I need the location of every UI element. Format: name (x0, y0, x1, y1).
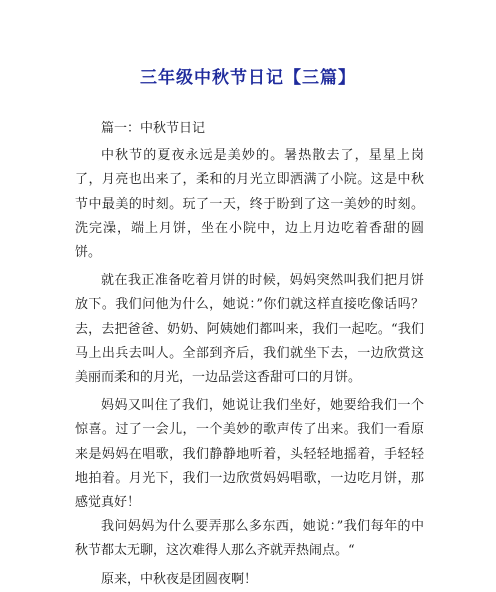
paragraph-4: 我问妈妈为什么要弄那么多东西，她说：”我们每年的中秋节都太无聊，这次难得人那么齐就弄热闹点。“ (75, 519, 424, 559)
paragraph-5: 原来，中秋夜是团圆夜啊！ (101, 571, 258, 587)
document-body (75, 117, 424, 592)
section-heading: 篇一：中秋节日记 (101, 121, 206, 136)
paragraph-2: 就在我正准备吃着月饼的时候，妈妈突然叫我们把月饼放下。我们问他为什么，她说：”你们就这样直接吃像话吗？去，去把爸爸、奶奶、阿姨她们都叫来，我们一起吃。“我们马上出兵去叫人。全部到齐后，我们就坐下去，一边欣赏这美丽而柔和的月光，一边品尝这香甜可口的月饼。 (75, 273, 424, 386)
document-title: 三年级中秋节日记【三篇】 (140, 68, 356, 88)
paragraph-3: 妈妈又叫住了我们，她说让我们坐好，她要给我们一个惊喜。过了一会儿，一个美妙的歌声传了出来。我们一看原来是妈妈在唱歌，我们静静地听着，头轻轻地摇着，手轻轻地拍着。月光下，我们一边欣赏妈妈唱歌，一边吃月饼，那感觉真好！ (75, 398, 424, 511)
paragraph-1: 中秋节的夏夜永远是美妙的。暑热散去了，星星上岗了，月亮也出来了，柔和的月光立即洒满了小院。这是中秋节中最美的时刻。玩了一天，终于盼到了这一美妙的时刻。洗完澡，端上月饼，坐在小院中，边上月边吃着香甜的圆饼。 (75, 148, 424, 261)
